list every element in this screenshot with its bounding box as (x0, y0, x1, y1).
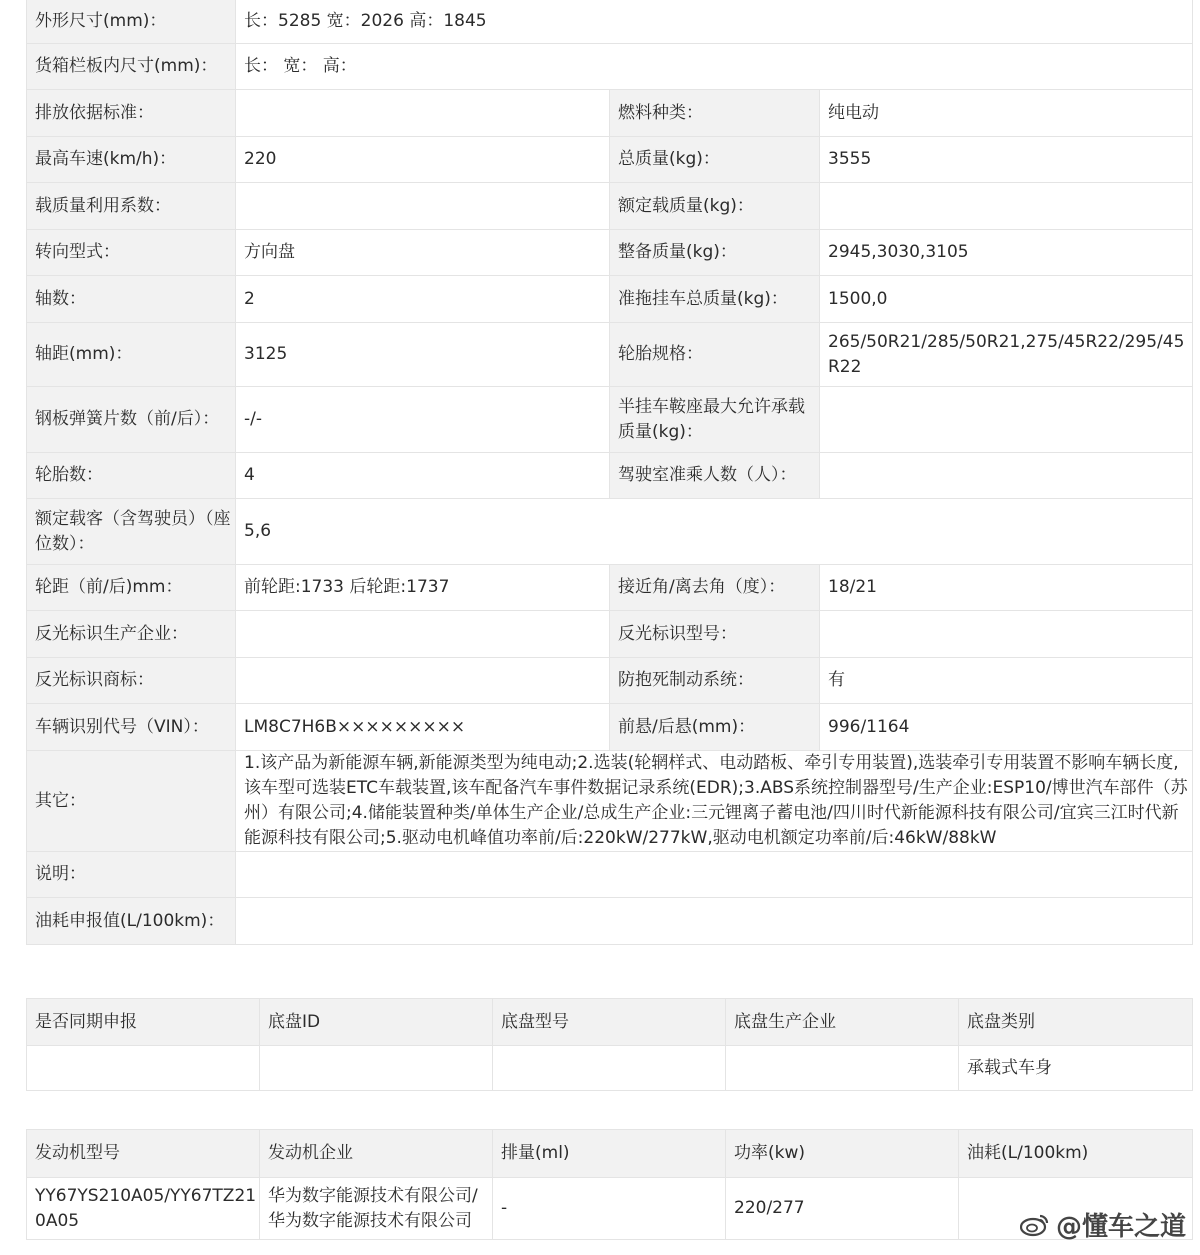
spec-value (236, 611, 610, 658)
spec-row (27, 852, 1193, 898)
spec-label: 准拖挂车总质量(kg)： (610, 276, 820, 323)
spec-row (27, 0, 1193, 44)
spec-value: 纯电动 (820, 90, 1193, 137)
chassis-cell (493, 1046, 726, 1091)
spec-value: 1500,0 (820, 276, 1193, 323)
engine-header: 发动机型号 (27, 1130, 260, 1178)
spec-label: 反光标识型号： (610, 611, 820, 658)
spec-value: 1.该产品为新能源车辆,新能源类型为纯电动;2.选装(轮辋样式、电动踏板、牵引专用装置),选装牵引专用装置不影响车辆长度,该车型可选装ETC车载装置,该车配备汽车事件数据记录系统(EDR);3.ABS系统控制器型号/生产企业:ESP10/博世汽车部件（苏州）有限公司;4.储能装置种类/单体生产企业/总成生产企业:三元锂离子蓄电池/四川时代新能源科技有限公司/宜宾三江时代新能源科技有限公司;5.驱动电机峰值功率前/后:220kW/277kW,驱动电机额定功率前/后:46kW/88kW (236, 751, 1193, 852)
spec-value (236, 90, 610, 137)
spec-value: 220 (236, 137, 610, 183)
spec-row (27, 611, 1193, 658)
spec-value (236, 183, 610, 230)
spec-label: 最高车速(km/h)： (27, 137, 236, 183)
spec-value: 5,6 (236, 499, 1193, 565)
spec-label: 其它： (27, 751, 236, 852)
spec-label: 反光标识生产企业： (27, 611, 236, 658)
spec-row (27, 323, 1193, 387)
engine-header-row (27, 1130, 1193, 1178)
spec-row (27, 276, 1193, 323)
chassis-cell (726, 1046, 959, 1091)
spec-value (820, 183, 1193, 230)
spec-value: 3555 (820, 137, 1193, 183)
spec-label: 油耗申报值(L/100km)： (27, 898, 236, 945)
spec-label: 反光标识商标： (27, 658, 236, 704)
spec-row (27, 898, 1193, 945)
spec-value: 长： 宽： 高： (236, 44, 1193, 90)
spec-label: 半挂车鞍座最大允许承载质量(kg)： (610, 387, 820, 453)
spec-row (27, 387, 1193, 453)
spec-row (27, 137, 1193, 183)
chassis-header: 底盘ID (260, 999, 493, 1046)
spec-label: 轮距（前/后)mm： (27, 565, 236, 611)
spec-label: 轮胎数： (27, 453, 236, 499)
spec-label: 车辆识别代号（VIN）： (27, 704, 236, 751)
spec-value: 长：5285 宽：2026 高：1845 (236, 0, 1193, 44)
chassis-header: 底盘类别 (959, 999, 1193, 1046)
chassis-header: 底盘生产企业 (726, 999, 959, 1046)
chassis-header-row (27, 999, 1193, 1046)
spec-label: 说明： (27, 852, 236, 898)
spec-label: 货箱栏板内尺寸(mm)： (27, 44, 236, 90)
spec-value: 方向盘 (236, 230, 610, 276)
spec-value: 2945,3030,3105 (820, 230, 1193, 276)
spec-row (27, 183, 1193, 230)
table-row (27, 1178, 1193, 1240)
spec-label: 燃料种类： (610, 90, 820, 137)
spec-row (27, 499, 1193, 565)
chassis-header: 底盘型号 (493, 999, 726, 1046)
spec-value: 18/21 (820, 565, 1193, 611)
spec-label: 载质量利用系数： (27, 183, 236, 230)
spec-row (27, 230, 1193, 276)
spec-row (27, 658, 1193, 704)
spec-row (27, 453, 1193, 499)
chassis-cell (260, 1046, 493, 1091)
spec-label: 额定载客（含驾驶员）（座位数）： (27, 499, 236, 565)
engine-table (26, 1129, 1193, 1240)
spec-value (820, 387, 1193, 453)
spec-label: 前悬/后悬(mm)： (610, 704, 820, 751)
spec-value: 前轮距:1733 后轮距:1737 (236, 565, 610, 611)
spec-value (820, 453, 1193, 499)
spec-label: 总质量(kg)： (610, 137, 820, 183)
spec-value: 4 (236, 453, 610, 499)
spec-row (27, 565, 1193, 611)
engine-cell: 220/277 (726, 1178, 959, 1240)
spec-label: 排放依据标准： (27, 90, 236, 137)
spec-label: 防抱死制动系统： (610, 658, 820, 704)
spec-value: 3125 (236, 323, 610, 387)
engine-cell: YY67YS210A05/YY67TZ210A05 (27, 1178, 260, 1240)
spec-value (236, 898, 1193, 945)
spec-value (820, 611, 1193, 658)
spec-row (27, 751, 1193, 852)
spec-row (27, 704, 1193, 751)
chassis-cell: 承载式车身 (959, 1046, 1193, 1091)
spec-row (27, 90, 1193, 137)
spec-label: 钢板弹簧片数（前/后）： (27, 387, 236, 453)
spec-label: 外形尺寸(mm)： (27, 0, 236, 44)
watermark (1020, 1206, 1186, 1243)
spec-value: 2 (236, 276, 610, 323)
spec-value: -/- (236, 387, 610, 453)
spec-value (236, 658, 610, 704)
spec-value: LM8C7H6B××××××××× (236, 704, 610, 751)
chassis-cell (27, 1046, 260, 1091)
chassis-header: 是否同期申报 (27, 999, 260, 1046)
table-row (27, 1046, 1193, 1091)
engine-header: 发动机企业 (260, 1130, 493, 1178)
engine-cell: 华为数字能源技术有限公司/华为数字能源技术有限公司 (260, 1178, 493, 1240)
spec-label: 额定载质量(kg)： (610, 183, 820, 230)
chassis-table (26, 998, 1193, 1091)
spec-label: 接近角/离去角（度）： (610, 565, 820, 611)
spec-label: 轴数： (27, 276, 236, 323)
engine-cell: - (493, 1178, 726, 1240)
spec-label: 驾驶室准乘人数（人）： (610, 453, 820, 499)
spec-value: 有 (820, 658, 1193, 704)
spec-label: 转向型式： (27, 230, 236, 276)
spec-label: 轮胎规格： (610, 323, 820, 387)
spec-label: 轴距(mm)： (27, 323, 236, 387)
spec-table (26, 0, 1193, 945)
weibo-icon (1020, 1213, 1050, 1237)
spec-value: 265/50R21/285/50R21,275/45R22/295/45R22 (820, 323, 1193, 387)
engine-header: 油耗(L/100km) (959, 1130, 1193, 1178)
spec-value: 996/1164 (820, 704, 1193, 751)
engine-header: 功率(kw) (726, 1130, 959, 1178)
spec-row (27, 44, 1193, 90)
watermark-text: @懂车之道 (1055, 1212, 1186, 1242)
spec-label: 整备质量(kg)： (610, 230, 820, 276)
spec-value (236, 852, 1193, 898)
engine-header: 排量(ml) (493, 1130, 726, 1178)
